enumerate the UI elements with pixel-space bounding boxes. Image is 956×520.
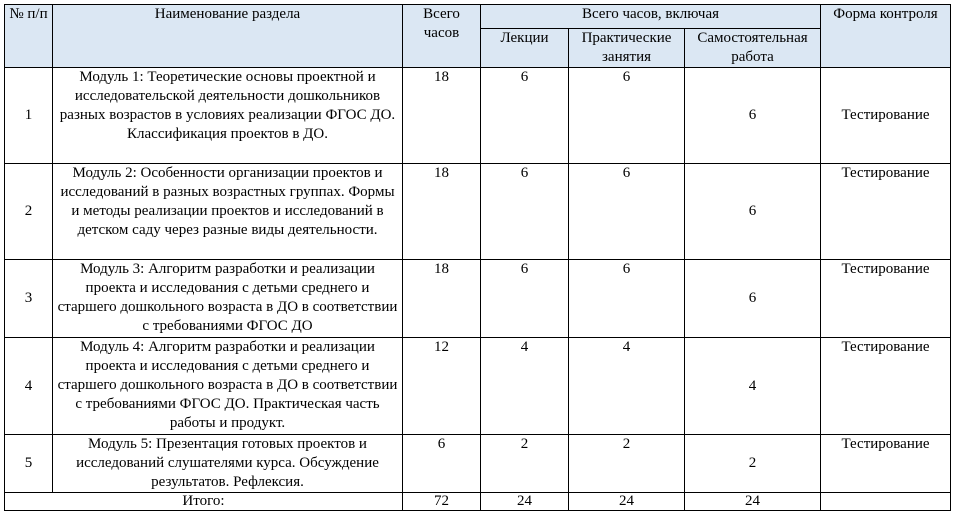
row-name: Модуль 2: Особенности организации проектов и исследований в разных возрастных группах. Формы и методы реализации проектов и исследований в детском саду через разные виды деятельности. xyxy=(53,164,403,260)
row-self: 6 xyxy=(685,260,821,338)
total-self: 24 xyxy=(685,493,821,511)
row-self: 6 xyxy=(685,68,821,164)
row-lectures: 6 xyxy=(481,260,569,338)
header-group: Всего часов, включая xyxy=(481,5,821,29)
total-lectures: 24 xyxy=(481,493,569,511)
table-row xyxy=(5,164,951,260)
row-lectures: 4 xyxy=(481,338,569,435)
row-practice: 6 xyxy=(569,260,685,338)
row-control: Тестирование xyxy=(821,260,951,338)
total-row xyxy=(5,493,951,511)
table-row xyxy=(5,68,951,164)
table-row xyxy=(5,260,951,338)
header-lectures: Лекции xyxy=(481,29,569,68)
row-total: 18 xyxy=(403,164,481,260)
row-num: 5 xyxy=(5,435,53,493)
header-practice: Практические занятия xyxy=(569,29,685,68)
table-row xyxy=(5,338,951,435)
total-hours: 72 xyxy=(403,493,481,511)
row-total: 6 xyxy=(403,435,481,493)
row-control: Тестирование xyxy=(821,164,951,260)
row-lectures: 6 xyxy=(481,164,569,260)
row-lectures: 6 xyxy=(481,68,569,164)
row-self: 4 xyxy=(685,338,821,435)
row-practice: 6 xyxy=(569,68,685,164)
curriculum-table xyxy=(4,4,951,511)
row-num: 1 xyxy=(5,68,53,164)
row-total: 18 xyxy=(403,68,481,164)
row-num: 3 xyxy=(5,260,53,338)
row-name: Модуль 1: Теоретические основы проектной и исследовательской деятельности дошкольников разных возрастов в условиях реализации ФГОС ДО. Классификация проектов в ДО. xyxy=(53,68,403,164)
row-self: 2 xyxy=(685,435,821,493)
table-row xyxy=(5,435,951,493)
row-control: Тестирование xyxy=(821,68,951,164)
header-control: Форма контроля xyxy=(821,5,951,68)
row-name: Модуль 3: Алгоритм разработки и реализации проекта и исследования с детьми среднего и старшего дошкольного возраста в ДО в соответствии с требованиями ФГОС ДО xyxy=(53,260,403,338)
header-total: Всего часов xyxy=(403,5,481,68)
total-label: Итого: xyxy=(5,493,403,511)
row-self: 6 xyxy=(685,164,821,260)
row-practice: 2 xyxy=(569,435,685,493)
total-control xyxy=(821,493,951,511)
header-name: Наименование раздела xyxy=(53,5,403,68)
row-total: 12 xyxy=(403,338,481,435)
row-num: 2 xyxy=(5,164,53,260)
row-total: 18 xyxy=(403,260,481,338)
row-lectures: 2 xyxy=(481,435,569,493)
header-self: Самостоятельная работа xyxy=(685,29,821,68)
row-control: Тестирование xyxy=(821,435,951,493)
row-practice: 4 xyxy=(569,338,685,435)
total-practice: 24 xyxy=(569,493,685,511)
row-name: Модуль 4: Алгоритм разработки и реализации проекта и исследования с детьми среднего и старшего дошкольного возраста в ДО в соответствии с требованиями ФГОС ДО. Практическая часть работы и продукт. xyxy=(53,338,403,435)
row-control: Тестирование xyxy=(821,338,951,435)
row-num: 4 xyxy=(5,338,53,435)
row-practice: 6 xyxy=(569,164,685,260)
header-num: № п/п xyxy=(5,5,53,68)
row-name: Модуль 5: Презентация готовых проектов и исследований слушателями курса. Обсуждение результатов. Рефлексия. xyxy=(53,435,403,493)
